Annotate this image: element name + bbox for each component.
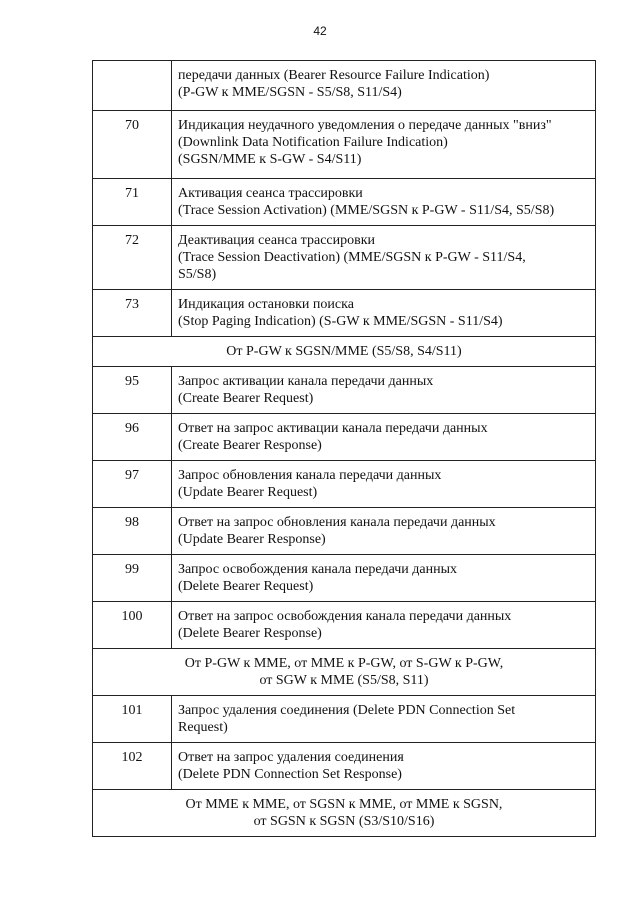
description-line: (Stop Paging Indication) (S-GW к MME/SGSN - S11/S4): [178, 314, 503, 329]
description-line: (SGSN/MME к S-GW - S4/S11): [178, 152, 362, 167]
description-line: Ответ на запрос освобождения канала передачи данных: [178, 609, 512, 624]
table-row: [93, 602, 596, 649]
message-code: 70: [93, 111, 172, 179]
message-code: 72: [93, 226, 172, 290]
message-table: [92, 60, 596, 837]
description-line: Активация сеанса трассировки: [178, 186, 363, 201]
message-code: 102: [93, 743, 172, 790]
message-code: 99: [93, 555, 172, 602]
message-code: 98: [93, 508, 172, 555]
description-line: Запрос освобождения канала передачи данных: [178, 562, 457, 577]
message-description: [172, 226, 596, 290]
message-description: [172, 696, 596, 743]
description-line: Ответ на запрос активации канала передачи данных: [178, 421, 488, 436]
description-line: Request): [178, 720, 228, 735]
table-row: [93, 179, 596, 226]
description-line: Запрос обновления канала передачи данных: [178, 468, 442, 483]
description-line: Индикация остановки поиска: [178, 297, 354, 312]
table-row: [93, 111, 596, 179]
table-row: [93, 226, 596, 290]
message-description: [172, 367, 596, 414]
message-description: [172, 743, 596, 790]
message-description: [172, 414, 596, 461]
table-row: [93, 61, 596, 111]
description-line: Индикация неудачного уведомления о передаче данных "вниз": [178, 118, 552, 133]
page-number: 42: [313, 24, 327, 38]
section-header: [93, 649, 596, 696]
message-code: 71: [93, 179, 172, 226]
table-row: [93, 367, 596, 414]
description-line: Ответ на запрос удаления соединения: [178, 750, 404, 765]
description-line: Деактивация сеанса трассировки: [178, 233, 376, 248]
description-line: Ответ на запрос обновления канала передачи данных: [178, 515, 496, 530]
message-code: 96: [93, 414, 172, 461]
description-line: (Downlink Data Notification Failure Indication): [178, 135, 448, 150]
description-line: (Delete Bearer Request): [178, 579, 314, 594]
message-description: [172, 602, 596, 649]
message-code: 73: [93, 290, 172, 337]
description-line: Запрос активации канала передачи данных: [178, 374, 434, 389]
table-row: [93, 290, 596, 337]
description-line: (Delete PDN Connection Set Response): [178, 767, 402, 782]
section-header: [93, 337, 596, 367]
message-code: 101: [93, 696, 172, 743]
message-description: [172, 290, 596, 337]
message-code: 97: [93, 461, 172, 508]
table-row: [93, 555, 596, 602]
description-line: (Create Bearer Request): [178, 391, 314, 406]
description-line: (Create Bearer Response): [178, 438, 322, 453]
description-line: (Delete Bearer Response): [178, 626, 322, 641]
message-code: 100: [93, 602, 172, 649]
description-line: Запрос удаления соединения (Delete PDN Connection Set: [178, 703, 516, 718]
message-description: [172, 508, 596, 555]
section-header-row: [93, 337, 596, 367]
message-description: [172, 461, 596, 508]
section-header-line: От MME к MME, от SGSN к MME, от MME к SGSN,: [185, 797, 503, 812]
section-header: [93, 790, 596, 837]
section-header-line: от SGSN к SGSN (S3/S10/S16): [253, 814, 435, 829]
section-header-row: [93, 790, 596, 837]
message-description: [172, 555, 596, 602]
message-description: [172, 179, 596, 226]
message-code: 95: [93, 367, 172, 414]
description-line: (Trace Session Deactivation) (MME/SGSN к P-GW - S11/S4,: [178, 250, 526, 265]
description-line: (Update Bearer Response): [178, 532, 326, 547]
section-header-row: [93, 649, 596, 696]
section-header-line: От P-GW к SGSN/MME (S5/S8, S4/S11): [226, 344, 462, 359]
message-code: [93, 61, 172, 111]
description-line: S5/S8): [178, 267, 217, 282]
description-line: (P-GW к MME/SGSN - S5/S8, S11/S4): [178, 85, 402, 100]
section-header-line: от SGW к MME (S5/S8, S11): [259, 673, 429, 688]
description-line: передачи данных (Bearer Resource Failure Indication): [178, 68, 490, 83]
table-row: [93, 743, 596, 790]
table-row: [93, 508, 596, 555]
message-table-body: [93, 61, 596, 837]
description-line: (Trace Session Activation) (MME/SGSN к P-GW - S11/S4, S5/S8): [178, 203, 555, 218]
description-line: (Update Bearer Request): [178, 485, 318, 500]
section-header-line: От P-GW к MME, от MME к P-GW, от S-GW к P-GW,: [184, 656, 504, 671]
message-description: [172, 111, 596, 179]
table-row: [93, 696, 596, 743]
message-description: [172, 61, 596, 111]
table-row: [93, 414, 596, 461]
table-row: [93, 461, 596, 508]
